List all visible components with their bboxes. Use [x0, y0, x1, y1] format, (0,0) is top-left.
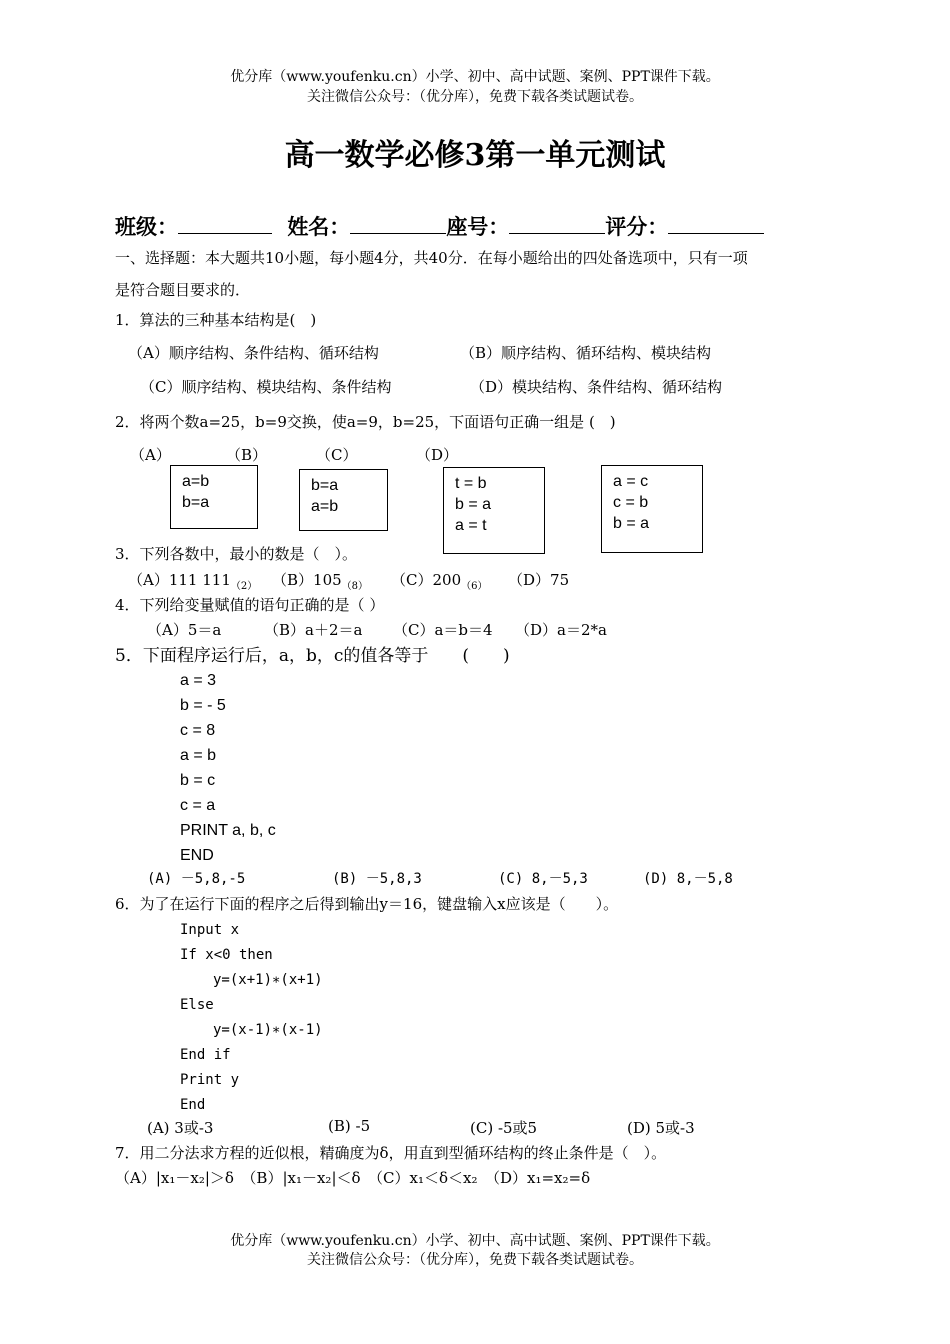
score-label: 评分： [605, 214, 669, 239]
q1-option-d: （D）模块结构、条件结构、循环结构 [470, 378, 723, 396]
q5-option-c: (C) 8,－5,3 [498, 871, 588, 887]
code-line: Input x [180, 922, 240, 938]
footer-line-2: 关注微信公众号：（优分库），免费下载各类试题试卷。 [307, 1252, 643, 1268]
code-line: c = 8 [180, 722, 216, 739]
code-line: END [180, 847, 214, 864]
q3-stem: 3．下列各数中，最小的数是（ ）。 [115, 545, 358, 563]
q2-label-a: （A） [130, 446, 171, 464]
seat-label: 座号： [446, 214, 510, 239]
q3-option-c [391, 569, 487, 592]
q2-label-c: （C） [316, 446, 358, 464]
code-line: a = b [180, 747, 217, 764]
code-line: a = c [613, 473, 649, 490]
code-line: a=b [182, 473, 210, 490]
q6-stem: 6．为了在运行下面的程序之后得到输出y＝16，键盘输入x应该是（ ）。 [115, 895, 619, 913]
section-intro-line-2: 是符合题目要求的． [115, 281, 251, 299]
q1-stem: 1．算法的三种基本结构是( ) [115, 311, 317, 329]
q3-option-a [128, 569, 257, 592]
q3-option-b-base: （8） [341, 581, 369, 592]
section-intro-line-1: 一、选择题：本大题共10小题，每小题4分，共40分．在每小题给出的四处备选项中，只有一项 [115, 249, 748, 267]
seat-blank [509, 215, 605, 234]
q5-option-a: (A) －5,8,-5 [147, 871, 246, 887]
q4-stem: 4．下列给变量赋值的语句正确的是（ ） [115, 596, 385, 614]
q2-label-d: （D） [416, 446, 459, 464]
name-blank [350, 215, 446, 234]
header-line-1: 优分库（www.youfenku.cn）小学、初中、高中试题、案例、PPT课件下载。 [230, 69, 720, 85]
q3-option-b [272, 569, 368, 592]
q2-stem: 2．将两个数a=25，b=9交换，使a=9，b=25，下面语句正确一组是 ( ) [115, 413, 616, 431]
q5-option-b: (B) －5,8,3 [332, 871, 422, 887]
q3-option-a-base: （2） [230, 581, 258, 592]
code-line: b = a [613, 515, 650, 532]
code-line: End if [180, 1047, 231, 1063]
q6-option-a: (A) 3或-3 [147, 1119, 214, 1137]
q6-option-b: (B) -5 [328, 1117, 371, 1135]
q1-option-c: （C）顺序结构、模块结构、条件结构 [140, 378, 392, 396]
code-line: y=(x-1)∗(x-1) [213, 1022, 323, 1038]
footer-line-1: 优分库（www.youfenku.cn）小学、初中、高中试题、案例、PPT课件下载。 [230, 1233, 720, 1249]
code-line: PRINT a, b, c [180, 822, 276, 839]
q2-code-box-b [299, 469, 388, 531]
q5-option-d: (D) 8,－5,8 [643, 871, 733, 887]
code-line: c = b [613, 494, 649, 511]
q4-option-d: （D）a＝2*a [515, 621, 607, 639]
q2-code-box-a [170, 465, 258, 529]
q4-option-c: （C）a＝b＝4 [393, 621, 493, 639]
name-label: 姓名： [287, 214, 351, 239]
q2-code-box-c [443, 467, 545, 554]
code-line: b=a [182, 494, 210, 511]
q3-option-a-text: （A）111 111 [128, 571, 231, 589]
q6-option-d: (D) 5或-3 [627, 1119, 695, 1137]
q2-label-b: （B） [226, 446, 268, 464]
q4-option-b: （B）a＋2＝a [264, 621, 363, 639]
q1-option-a: （A）顺序结构、条件结构、循环结构 [128, 344, 379, 362]
code-line: End [180, 1097, 206, 1113]
code-line: t = b [455, 475, 487, 492]
q3-option-d: （D）75 [508, 571, 570, 589]
q4-option-a: （A）5＝a [147, 621, 222, 639]
class-label: 班级： [115, 214, 178, 239]
score-blank [668, 215, 764, 234]
code-line: b = c [180, 772, 216, 789]
code-line: b=a [311, 477, 339, 494]
code-line: b = - 5 [180, 697, 226, 714]
code-line: a = 3 [180, 672, 217, 689]
q6-option-c: (C) -5或5 [470, 1119, 538, 1137]
code-line: Else [180, 997, 214, 1013]
code-line: c = a [180, 797, 216, 814]
q2-code-box-d [601, 465, 703, 553]
page-title: 高一数学必修3第一单元测试 [284, 138, 666, 173]
code-line: y=(x+1)∗(x+1) [213, 972, 323, 988]
q7-options: （A）|x₁－x₂|＞δ （B）|x₁－x₂|＜δ （C）x₁＜δ＜x₂ （D）x₁=x₂=δ [115, 1169, 591, 1187]
q5-code-block [180, 668, 276, 868]
q1-option-b: （B）顺序结构、循环结构、模块结构 [460, 344, 712, 362]
code-line: a=b [311, 498, 339, 515]
class-blank [178, 215, 272, 234]
code-line: Print y [180, 1072, 240, 1088]
header-line-2: 关注微信公众号：（优分库），免费下载各类试题试卷。 [307, 89, 643, 105]
code-line: a = t [455, 517, 487, 534]
q3-option-c-text: （C）200 [391, 571, 462, 589]
q3-option-c-base: （6） [461, 581, 488, 592]
q5-stem: 5．下面程序运行后，a，b，c的值各等于 ( ) [115, 646, 510, 666]
code-line: b = a [455, 496, 492, 513]
q3-option-b-text: （B）105 [272, 571, 342, 589]
code-line: If x<0 then [180, 947, 273, 963]
q7-stem: 7．用二分法求方程的近似根，精确度为δ，用直到型循环结构的终止条件是（ ）。 [115, 1144, 667, 1162]
q6-code-block [180, 918, 323, 1118]
student-info-row [115, 211, 764, 241]
